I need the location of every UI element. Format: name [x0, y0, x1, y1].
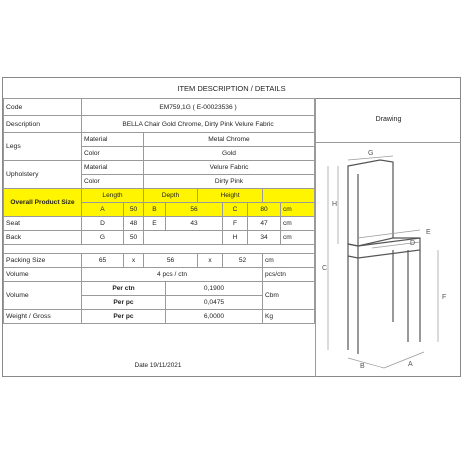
dim-a-value: 50 — [124, 203, 144, 217]
volume-cbm-label: Volume — [4, 282, 82, 310]
upholstery-color-value: Dirty Pink — [144, 175, 315, 189]
overall-size-label: Overall Product Size — [4, 189, 82, 217]
depth-header: Depth — [144, 189, 198, 203]
volume-pcs-unit: pcs/ctn — [263, 268, 315, 282]
letter-h: H — [332, 201, 338, 208]
packing-size-label: Packing Size — [4, 254, 82, 268]
date-stamp: Date 19/11/2021 — [134, 362, 182, 369]
volume-per-ctn-label: Per ctn — [82, 282, 166, 296]
dim-b-letter: B — [144, 203, 166, 217]
back-label: Back — [4, 231, 82, 245]
legs-material-value: Metal Chrome — [144, 133, 315, 147]
overall-unit: cm — [281, 203, 315, 217]
letter-e: E — [426, 229, 431, 236]
seat-label: Seat — [4, 217, 82, 231]
volume-per-pc-value: 0,0475 — [166, 296, 263, 310]
dim-h-value: 34 — [248, 231, 281, 245]
upholstery-label: Upholstery — [4, 161, 82, 189]
item-details-sheet — [2, 77, 461, 377]
dim-a-letter: A — [82, 203, 124, 217]
volume-label: Volume — [4, 268, 82, 282]
packing-x2: x — [198, 254, 223, 268]
volume-per-pc-label: Per pc — [82, 296, 166, 310]
packing-x1: x — [124, 254, 144, 268]
weight-per-pc-label: Per pc — [82, 310, 166, 324]
volume-per-ctn-value: 0,1900 — [166, 282, 263, 296]
legs-label: Legs — [4, 133, 82, 161]
volume-pcs-value: 4 pcs / ctn — [82, 268, 263, 282]
letter-b: B — [360, 363, 365, 370]
weight-label: Weight / Gross — [4, 310, 82, 324]
packing-unit: cm — [263, 254, 315, 268]
dim-d-letter: D — [82, 217, 124, 231]
back-unit: cm — [281, 231, 315, 245]
seat-unit: cm — [281, 217, 315, 231]
description-value: BELLA Chair Gold Chrome, Dirty Pink Velure Fabric — [82, 116, 315, 133]
drawing-title: Drawing — [316, 98, 461, 143]
upholstery-material-value: Velure Fabric — [144, 161, 315, 175]
dim-c-letter: C — [223, 203, 248, 217]
letter-g: G — [368, 150, 374, 157]
volume-cbm-unit: Cbm — [263, 282, 315, 310]
packing-length: 65 — [82, 254, 124, 268]
code-value: EM759,1G ( E-00023536 ) — [82, 99, 315, 116]
dim-g-value: 50 — [124, 231, 144, 245]
height-header: Height — [198, 189, 263, 203]
legs-color-value: Gold — [144, 147, 315, 161]
letter-d: D — [410, 240, 416, 247]
upholstery-material-label: Material — [82, 161, 144, 175]
dim-e-value: 43 — [166, 217, 223, 231]
dim-g-letter: G — [82, 231, 124, 245]
dim-h-letter: H — [223, 231, 248, 245]
letter-c: C — [322, 265, 328, 272]
description-label: Description — [4, 116, 82, 133]
letter-f: F — [442, 294, 447, 301]
weight-unit: Kg — [263, 310, 315, 324]
packing-width: 56 — [144, 254, 198, 268]
length-header: Length — [82, 189, 144, 203]
dim-b-value: 56 — [166, 203, 223, 217]
letter-a: A — [408, 361, 413, 368]
details-table — [3, 98, 315, 324]
drawing-panel — [315, 98, 461, 377]
chair-drawing — [320, 146, 458, 376]
weight-value: 6,0000 — [166, 310, 263, 324]
legs-material-label: Material — [82, 133, 144, 147]
packing-height: 52 — [223, 254, 263, 268]
dim-f-letter: F — [223, 217, 248, 231]
dim-d-value: 48 — [124, 217, 144, 231]
legs-color-label: Color — [82, 147, 144, 161]
sheet-title: ITEM DESCRIPTION / DETAILS — [3, 78, 460, 99]
dim-c-value: 80 — [248, 203, 281, 217]
upholstery-color-label: Color — [82, 175, 144, 189]
code-label: Code — [4, 99, 82, 116]
dim-f-value: 47 — [248, 217, 281, 231]
dim-e-letter: E — [144, 217, 166, 231]
